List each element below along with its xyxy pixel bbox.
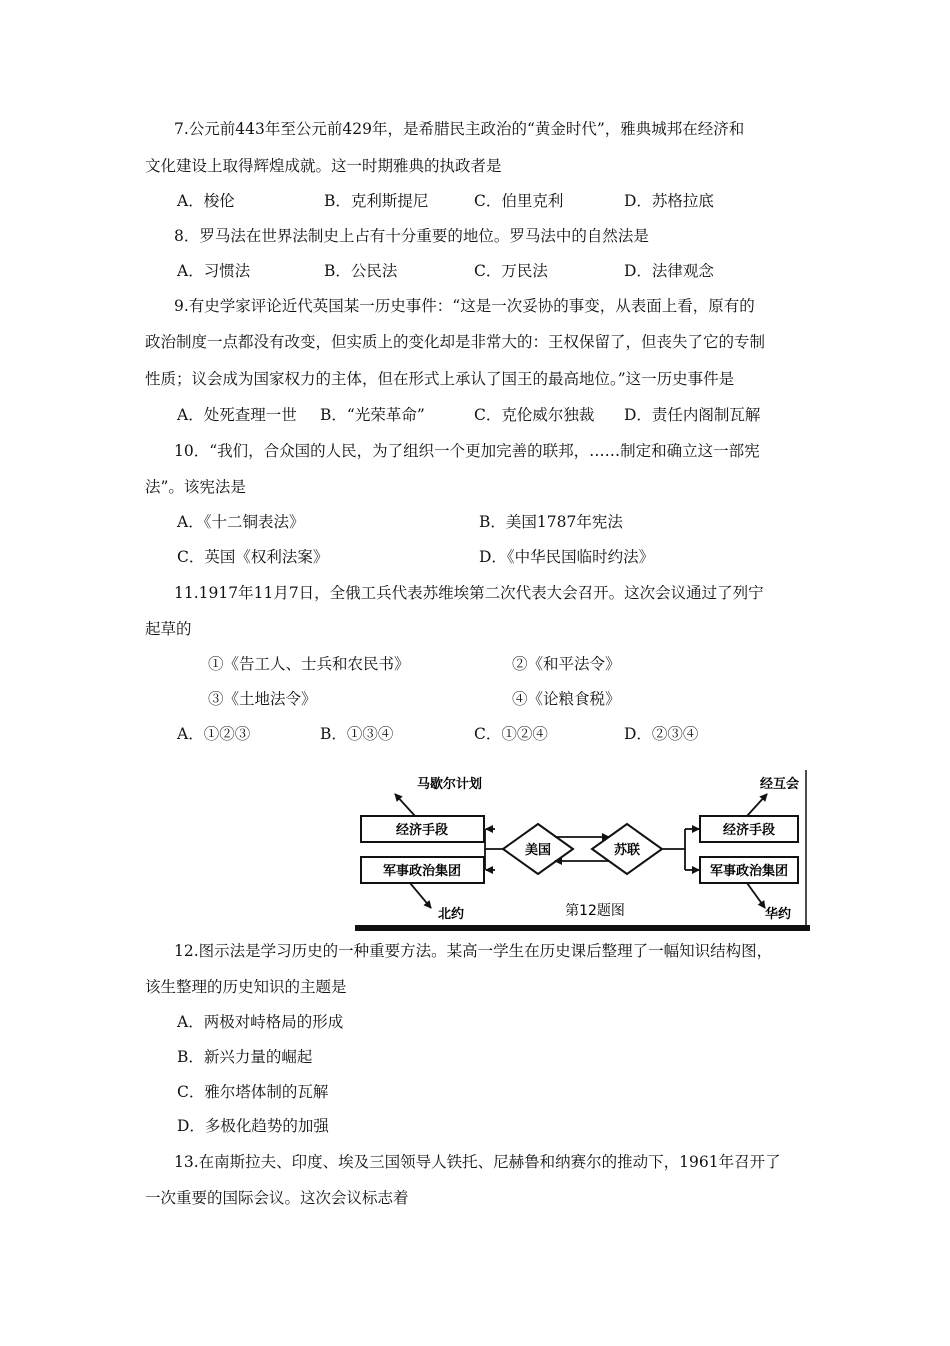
nato-label: 北约 [438,907,465,922]
q10-option-c: C．英国《权利法案》 [177,548,329,566]
right-economic-label: 经济手段 [722,823,776,838]
left-economic-label: 经济手段 [395,823,449,838]
q9-line-3: 性质；议会成为国家权力的主体，但在形式上承认了国王的最高地位。”这一历史事件是 [145,370,735,388]
q11-option-d: D．②③④ [624,725,699,743]
q11-item-1: ①《告工人、士兵和农民书》 [208,655,410,673]
q12-option-b: B．新兴力量的崛起 [177,1048,313,1066]
q11-line-1: 11.1917年11月7日，全俄工兵代表苏维埃第二次代表大会召开。这次会议通过了列宁 [174,584,764,602]
usa-label: 美国 [524,843,552,858]
q11-line-2: 起草的 [145,620,192,638]
q11-item-2: ②《和平法令》 [512,655,621,673]
q8-option-d: D．法律观念 [624,262,714,280]
q11-option-c: C．①②④ [474,725,548,743]
diagram-caption: 第12题图 [565,903,625,919]
warsaw-label: 华约 [765,907,792,922]
q12-diagram [355,770,810,936]
q7-option-c: C．伯里克利 [474,192,564,210]
q9-line-1: 9.有史学家评论近代英国某一历史事件：“这是一次妥协的事变，从表面上看，原有的 [174,297,755,315]
q10-line-2: 法”。该宪法是 [145,478,246,496]
ussr-label: 苏联 [613,843,641,858]
q9-line-2: 政治制度一点都没有改变，但实质上的变化却是非常大的：王权保留了，但丧失了它的专制 [145,333,766,351]
q7-option-a: A．梭伦 [177,192,235,210]
q10-option-d: D．《中华民国临时约法》 [479,548,655,566]
q13-line-1: 13.在南斯拉夫、印度、埃及三国领导人铁托、尼赫鲁和纳赛尔的推动下，1961年召开了 [174,1153,781,1171]
q10-line-1: 10．“我们，合众国的人民，为了组织一个更加完善的联邦，……制定和确立这一部宪 [174,442,760,460]
q9-option-b: B．“光荣革命” [320,406,425,424]
q11-option-a: A．①②③ [177,725,251,743]
q9-option-d: D．责任内阁制瓦解 [624,406,761,424]
arrow-to-comecon [747,794,767,816]
q12-line-1: 12.图示法是学习历史的一种重要方法。某高一学生在历史课后整理了一幅知识结构图， [174,942,773,960]
q7-line-1: 7.公元前443年至公元前429年，是希腊民主政治的“黄金时代”，雅典城邦在经济和 [174,120,745,138]
right-military-label: 军事政治集团 [709,864,789,879]
q9-option-c: C．克伦威尔独裁 [474,406,595,424]
arrow-to-warsaw [747,883,765,908]
q13-line-2: 一次重要的国际会议。这次会议标志着 [145,1189,409,1207]
q8-option-a: A．习惯法 [177,262,251,280]
q12-line-2: 该生整理的历史知识的主题是 [145,978,347,996]
q7-option-d: D．苏格拉底 [624,192,714,210]
arrow-to-nato [410,883,431,908]
q12-option-d: D．多极化趋势的加强 [177,1117,329,1135]
left-military-label: 军事政治集团 [382,864,462,879]
q8-option-c: C．万民法 [474,262,548,280]
q12-option-a: A．两极对峙格局的形成 [177,1013,344,1031]
q11-item-3: ③《土地法令》 [208,690,317,708]
q10-option-b: B．美国1787年宪法 [479,513,623,531]
q8-line-1: 8．罗马法在世界法制史上占有十分重要的地位。罗马法中的自然法是 [174,227,649,245]
q12-option-c: C．雅尔塔体制的瓦解 [177,1083,329,1101]
comecon-label: 经互会 [760,777,800,792]
q11-option-b: B．①③④ [320,725,394,743]
q9-option-a: A．处死查理一世 [177,406,297,424]
q11-item-4: ④《论粮食税》 [512,690,621,708]
arrow-to-marshall-plan [395,794,415,816]
q7-option-b: B．克利斯提尼 [324,192,429,210]
q8-option-b: B．公民法 [324,262,398,280]
q10-option-a: A．《十二铜表法》 [177,513,305,531]
q7-line-2: 文化建设上取得辉煌成就。这一时期雅典的执政者是 [145,157,502,175]
marshall-plan-label: 马歇尔计划 [417,777,483,792]
